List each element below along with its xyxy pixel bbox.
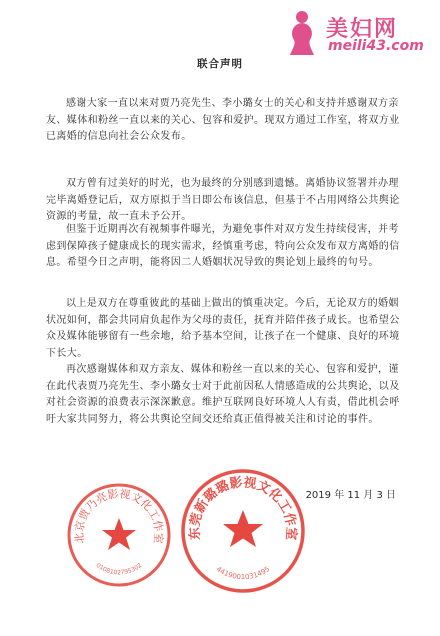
statement-date: 2019 年 11 月 3 日 (305, 490, 396, 501)
svg-text:4419001031495 (215, 565, 272, 581)
statement-paragraph-2: 双方曾有过美好的时光，也为最终的分别感到遗憾。离婚协议签署并办理完毕离婚登记后，双方原拟于当日即公布该信息，但基于不占用网络公共舆论资源的考量，故一直未予公开。 (46, 178, 400, 222)
site-watermark (280, 8, 430, 58)
watermark-site-name: 美妇网 (326, 16, 399, 42)
woman-silhouette-icon (280, 8, 324, 56)
statement-paragraph-4: 以上是双方在尊重彼此的基础上做出的慎重决定。今后，无论双方的婚姻状况如何，都会共同肩负起作为父母的责任，抚育并陪伴孩子成长。也希望公众及媒体能够留有一些余地，给予基本空间，让孩子在一个健康、良好的环境下长大。 (46, 298, 400, 359)
watermark-site-url: meili43.com (328, 38, 424, 54)
right-seal-number: 4419001031495 (214, 565, 272, 582)
statement-paragraph-1: 感谢大家一直以来对贾乃亮先生、李小璐女士的关心和支持并感谢双方亲友、媒体和粉丝一直以来的关心、包容和爱护。现双方通过工作室，将双方业已离婚的信息向社会公众发布。 (46, 98, 400, 142)
statement-paragraph-3: 但鉴于近期再次有视频事件曝光，为避免事件对双方发生持续侵害，并考虑到保障孩子健康成长的现实需求，经慎重考虑，特向公众发布双方离婚的信息。希望今日之声明，能将因二人婚姻状况导致的舆论划上最终的句号。 (46, 224, 400, 268)
left-seal-name: 北京贾乃亮影视文化工作室 (72, 487, 166, 545)
left-company-seal (64, 480, 174, 590)
svg-text:0108102795302 (95, 562, 144, 576)
seal-star-icon (223, 510, 263, 547)
seal-star-icon (102, 518, 136, 550)
left-seal-number: 0108102795302 (94, 561, 144, 577)
right-company-seal (178, 466, 308, 596)
right-seal-name: 东莞新璐璐影视文化工作室 (187, 475, 299, 541)
statement-paragraph-5: 再次感谢媒体和双方亲友、媒体和粉丝一直以来的关心、包容和爱护，谨在此代表贾乃亮先生、李小璐女士对于此前因私人情感造成的公共舆论，以及对社会资源的浪费表示深深歉意。维护互联网良好环境人人有责，借此机会呼吁大家共同努力，将公共舆论空间交还给真正值得被关注和讨论的事件。 (46, 364, 400, 425)
page-title: 联合声明 (197, 58, 243, 70)
